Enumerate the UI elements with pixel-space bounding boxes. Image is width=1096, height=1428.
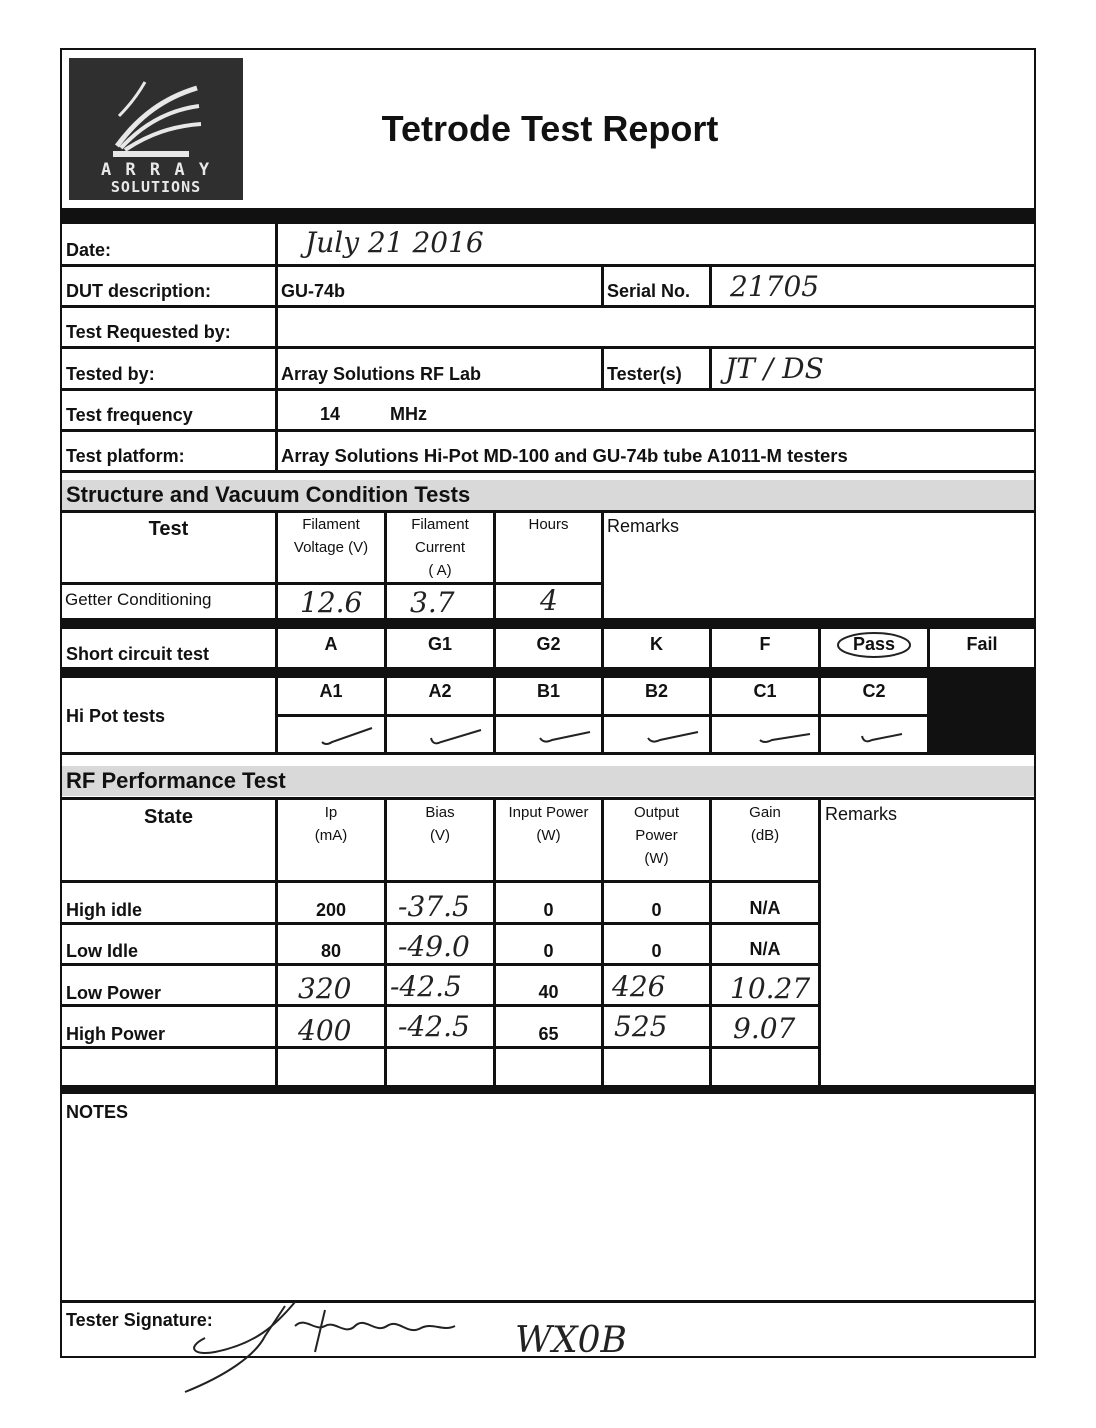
serial-label: Serial No. bbox=[607, 281, 691, 301]
serial-value: 21705 bbox=[730, 270, 820, 303]
rf-row-input: 0 bbox=[543, 941, 554, 961]
short-circuit-label: Short circuit test bbox=[66, 644, 210, 664]
rf-row-input: 65 bbox=[538, 1024, 559, 1044]
rf-row-ip: 320 bbox=[298, 972, 352, 1005]
rf-row-state: High Power bbox=[66, 1024, 166, 1044]
requested-label: Test Requested by: bbox=[66, 322, 231, 342]
rf-row-gain: N/A bbox=[749, 898, 781, 918]
col-filament-current: Filament Current ( A) bbox=[411, 516, 469, 579]
logo-line2: SOLUTIONS bbox=[110, 178, 202, 196]
hipot-check-icon bbox=[536, 726, 596, 750]
rf-row-gain: N/A bbox=[749, 939, 781, 959]
rf-col-remarks: Remarks bbox=[825, 804, 898, 824]
getter-hours: 4 bbox=[540, 584, 558, 617]
tester-signature bbox=[175, 1296, 505, 1398]
pass-label: Pass bbox=[852, 634, 896, 654]
hipot-check-icon bbox=[858, 726, 908, 750]
rf-row-ip: 400 bbox=[298, 1014, 352, 1047]
hipot-col-a1: A1 bbox=[319, 681, 343, 701]
dut-value: GU-74b bbox=[281, 281, 346, 301]
short-col-f: F bbox=[759, 634, 771, 654]
rf-row-bias: -37.5 bbox=[398, 890, 470, 923]
short-col-k: K bbox=[650, 634, 663, 654]
rf-col-input-power: Input Power (W) bbox=[508, 804, 589, 844]
rf-col-output-power: Output Power (W) bbox=[633, 804, 680, 867]
rf-row-output: 0 bbox=[651, 941, 662, 961]
rf-row-gain: 10.27 bbox=[730, 972, 811, 1005]
col-filament-voltage: Filament Voltage (V) bbox=[293, 516, 369, 556]
rf-row-output: 426 bbox=[612, 970, 666, 1003]
array-solutions-logo bbox=[69, 58, 243, 200]
hipot-check-icon bbox=[318, 724, 378, 748]
pass-circle-mark bbox=[834, 630, 914, 660]
fail-label: Fail bbox=[966, 634, 998, 654]
hipot-label: Hi Pot tests bbox=[66, 706, 166, 726]
logo-line1: A R R A Y bbox=[100, 160, 212, 180]
tested-by-label: Tested by: bbox=[66, 364, 155, 384]
testers-label: Tester(s) bbox=[607, 364, 682, 384]
hipot-col-b1: B1 bbox=[536, 681, 560, 701]
rf-row-state: Low Idle bbox=[66, 941, 138, 961]
frequency-label: Test frequency bbox=[66, 405, 193, 425]
hipot-col-a2: A2 bbox=[428, 681, 452, 701]
short-col-a: A bbox=[324, 634, 338, 654]
rf-row-ip: 200 bbox=[315, 900, 347, 920]
signature-label: Tester Signature: bbox=[66, 1310, 213, 1330]
date-label: Date: bbox=[66, 240, 112, 260]
rf-col-bias: Bias (V) bbox=[425, 804, 455, 844]
short-col-g2: G2 bbox=[536, 634, 561, 654]
col-remarks: Remarks bbox=[607, 516, 680, 536]
short-col-g1: G1 bbox=[427, 634, 452, 654]
rf-row-gain: 9.07 bbox=[733, 1012, 796, 1045]
rf-row-state: High idle bbox=[66, 900, 142, 920]
hipot-col-c1: C1 bbox=[753, 681, 777, 701]
platform-value: Array Solutions Hi-Pot MD-100 and GU-74b tube A1011-M testers bbox=[281, 445, 848, 466]
getter-current: 3.7 bbox=[410, 586, 455, 619]
platform-label: Test platform: bbox=[66, 446, 185, 466]
date-value: July 21 2016 bbox=[305, 226, 484, 259]
rf-row-ip: 80 bbox=[320, 941, 342, 961]
hipot-col-c2: C2 bbox=[862, 681, 886, 701]
rf-col-state: State bbox=[144, 806, 193, 828]
report-frame bbox=[60, 48, 1036, 1358]
rf-col-ip: Ip (mA) bbox=[314, 804, 348, 844]
frequency-value: 14 bbox=[320, 404, 341, 424]
hipot-check-icon bbox=[756, 728, 816, 752]
col-test: Test bbox=[148, 518, 189, 540]
dut-label: DUT description: bbox=[66, 281, 212, 301]
getter-label: Getter Conditioning bbox=[65, 590, 212, 609]
rf-section-title: RF Performance Test bbox=[62, 766, 1034, 796]
getter-voltage: 12.6 bbox=[300, 586, 363, 619]
rf-row-input: 40 bbox=[538, 982, 559, 1002]
logo-feather-icon bbox=[109, 76, 205, 160]
testers-value: JT / DS bbox=[725, 352, 824, 385]
rf-col-gain: Gain (dB) bbox=[749, 804, 781, 844]
rf-row-input: 0 bbox=[543, 900, 554, 920]
tester-callsign: WX0B bbox=[515, 1320, 627, 1361]
header-separator bbox=[62, 208, 1034, 224]
notes-label: NOTES bbox=[66, 1102, 129, 1122]
rf-row-state: Low Power bbox=[66, 983, 162, 1003]
tested-by-value: Array Solutions RF Lab bbox=[281, 364, 482, 384]
rf-row-output: 0 bbox=[651, 900, 662, 920]
col-hours: Hours bbox=[528, 516, 569, 533]
report-title: Tetrode Test Report bbox=[381, 108, 719, 149]
rf-row-output: 525 bbox=[614, 1010, 668, 1043]
frequency-unit: MHz bbox=[390, 404, 427, 424]
hipot-check-icon bbox=[644, 726, 704, 750]
hipot-col-b2: B2 bbox=[644, 681, 668, 701]
rf-row-bias: -42.5 bbox=[390, 970, 462, 1003]
rf-row-bias: -42.5 bbox=[398, 1010, 470, 1043]
structure-section-title: Structure and Vacuum Condition Tests bbox=[62, 480, 1034, 510]
hipot-check-icon bbox=[427, 724, 487, 748]
rf-row-bias: -49.0 bbox=[398, 930, 470, 963]
